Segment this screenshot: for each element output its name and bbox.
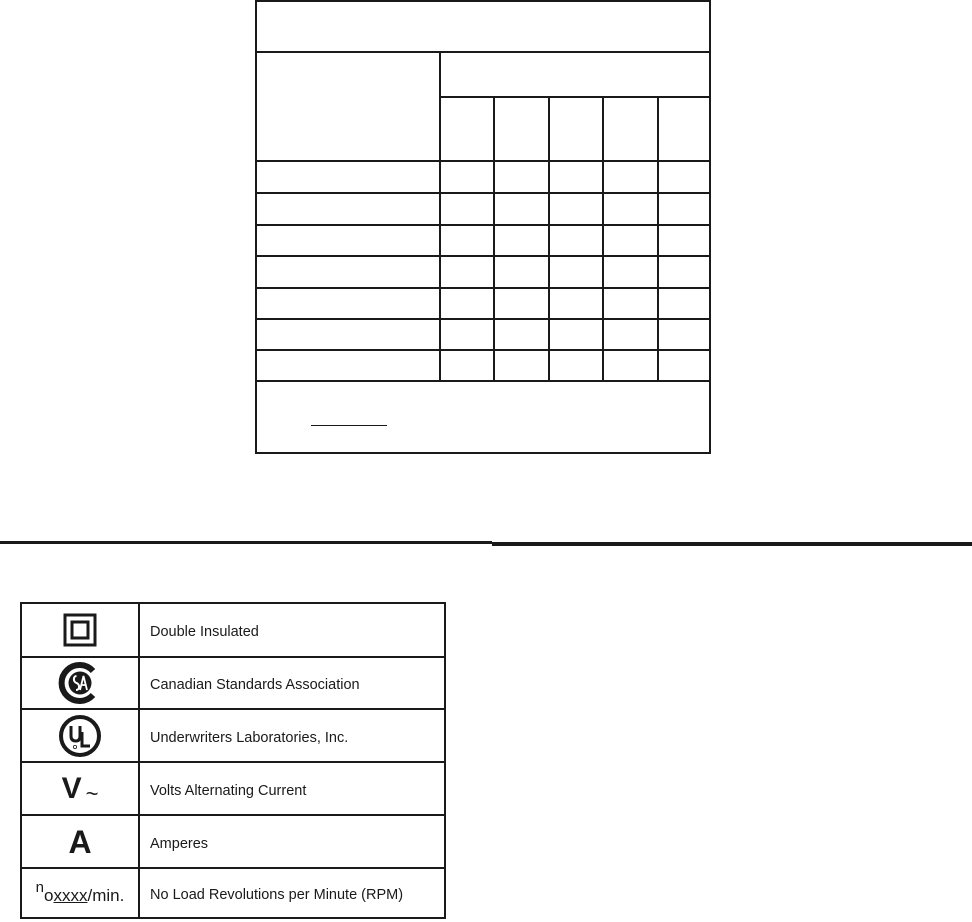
symbol-label: Underwriters Laboratories, Inc. bbox=[150, 729, 349, 746]
table-rule bbox=[548, 96, 550, 382]
section-rule-left bbox=[0, 541, 492, 544]
amperes-icon: A bbox=[68, 823, 92, 860]
table-rule bbox=[257, 255, 709, 257]
volts-ac-icon bbox=[61, 771, 99, 806]
no-load-rpm-icon bbox=[35, 878, 125, 905]
table-rule bbox=[257, 51, 709, 53]
symbol-label: Amperes bbox=[150, 835, 209, 852]
symbol-row bbox=[22, 710, 444, 763]
csa-icon bbox=[58, 661, 102, 705]
table-rule bbox=[257, 160, 709, 162]
table-rule bbox=[257, 287, 709, 289]
table-rule bbox=[657, 96, 659, 382]
table-rule bbox=[602, 96, 604, 382]
symbol-cell bbox=[22, 816, 140, 867]
table-rule bbox=[439, 96, 709, 98]
symbol-label: No Load Revolutions per Minute (RPM) bbox=[150, 887, 404, 903]
symbol-cell bbox=[22, 658, 140, 708]
extension-cord-table bbox=[255, 0, 711, 454]
symbol-cell bbox=[22, 710, 140, 761]
symbol-row bbox=[22, 816, 444, 869]
no-load-n: n bbox=[35, 878, 45, 896]
volts-symbol: V bbox=[61, 771, 82, 805]
table-rule bbox=[439, 51, 441, 382]
alternating-current-symbol: ~ bbox=[85, 780, 99, 806]
table-rule bbox=[257, 318, 709, 320]
section-rule-right bbox=[492, 542, 972, 546]
symbol-label: Canadian Standards Association bbox=[150, 677, 360, 693]
no-load-o: o bbox=[44, 885, 54, 905]
symbol-cell bbox=[22, 763, 140, 814]
symbol-row bbox=[22, 658, 444, 710]
double-insulated-icon bbox=[63, 613, 97, 647]
table-rule bbox=[257, 224, 709, 226]
symbol-row bbox=[22, 763, 444, 816]
rpm-value-placeholder: xxxx bbox=[53, 885, 88, 905]
table-rule bbox=[493, 96, 495, 382]
symbol-label: Double Insulated bbox=[150, 624, 259, 640]
symbol-label: Volts Alternating Current bbox=[150, 782, 307, 799]
symbols-table bbox=[20, 602, 446, 919]
table-rule bbox=[257, 349, 709, 351]
symbol-cell bbox=[22, 604, 140, 656]
symbol-row bbox=[22, 869, 444, 917]
footnote-underline bbox=[311, 425, 387, 426]
symbol-cell bbox=[22, 869, 140, 917]
rpm-unit: /min. bbox=[87, 885, 125, 905]
table-rule bbox=[257, 380, 709, 382]
table-rule bbox=[257, 192, 709, 194]
symbol-row bbox=[22, 604, 444, 658]
ul-icon bbox=[58, 714, 102, 758]
